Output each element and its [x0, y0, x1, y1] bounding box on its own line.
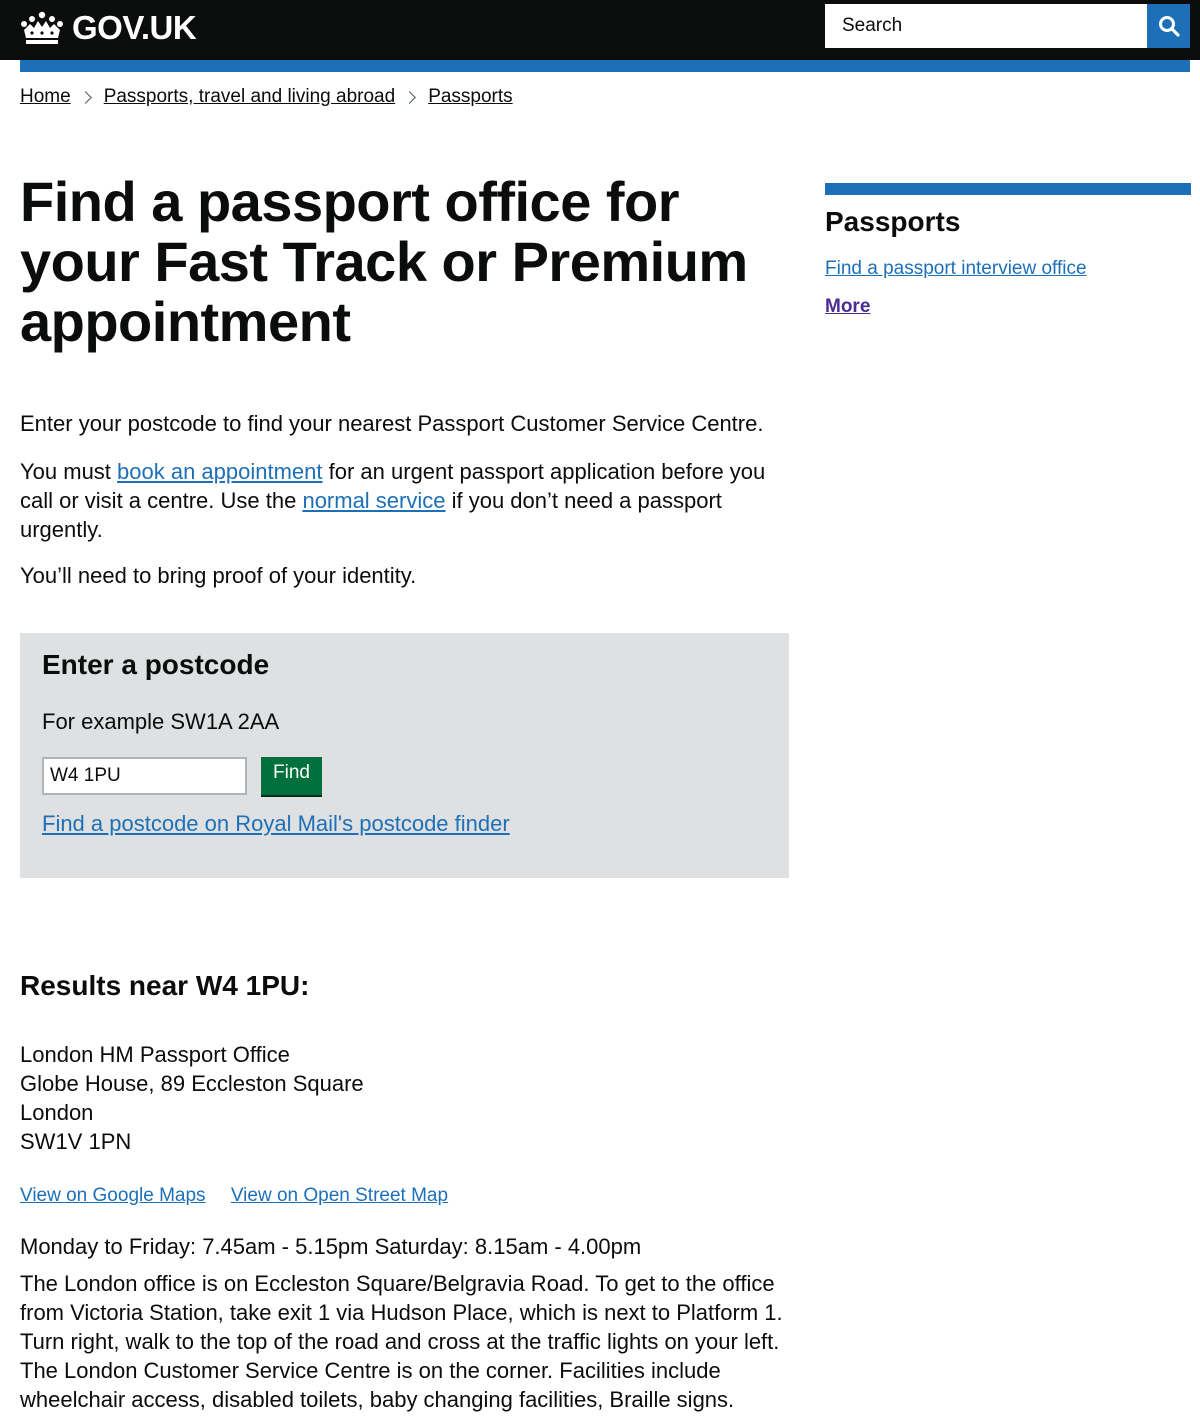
breadcrumb-passports-travel[interactable]: Passports, travel and living abroad: [103, 86, 396, 107]
breadcrumb-home[interactable]: Home: [20, 86, 71, 107]
sidebar-blue-bar: [825, 183, 1191, 195]
office-hours: Monday to Friday: 7.45am - 5.15pm Saturday: 8.15am - 4.00pm: [20, 1234, 642, 1259]
results-heading: Results near W4 1PU:: [20, 970, 310, 1001]
para2-middle: for an urgent passport application before you call or visit a centre. Use the: [20, 459, 766, 513]
identity-text: You’ll need to bring proof of your identity.: [20, 563, 417, 588]
search-form: [825, 4, 1190, 48]
header-blue-bar: [20, 60, 1190, 72]
chevron-right-icon: [403, 91, 416, 104]
find-button[interactable]: Find: [261, 757, 322, 795]
logo-text: GOV.UK: [72, 9, 197, 46]
sidebar-title: Passports: [825, 206, 961, 237]
office-address-line1: Globe House, 89 Eccleston Square: [20, 1071, 364, 1096]
office-address: [20, 1040, 364, 1156]
sidebar-more-link[interactable]: More: [825, 296, 871, 317]
crown-icon: [20, 10, 64, 46]
postcode-input[interactable]: [42, 757, 247, 795]
para2-prefix: You must: [20, 459, 118, 484]
office-city: London: [20, 1100, 94, 1125]
book-appointment-link[interactable]: book an appointment: [117, 459, 323, 484]
normal-service-link[interactable]: normal service: [302, 488, 446, 513]
postcode-hint: For example SW1A 2AA: [42, 709, 280, 734]
google-maps-link[interactable]: View on Google Maps: [20, 1185, 206, 1206]
postcode-form-panel: [20, 633, 789, 878]
search-input[interactable]: [825, 4, 1147, 48]
office-postcode: SW1V 1PN: [20, 1129, 132, 1154]
breadcrumb-passports[interactable]: Passports: [428, 86, 513, 107]
open-street-map-link[interactable]: View on Open Street Map: [230, 1185, 449, 1206]
para2-suffix: if you don’t need a passport urgently.: [20, 488, 722, 542]
govuk-logo-link[interactable]: [20, 8, 196, 48]
chevron-right-icon: [79, 91, 92, 104]
map-links: [20, 1185, 468, 1207]
page-title: Find a passport office for your Fast Track or Premium appointment: [20, 170, 748, 353]
intro-text: Enter your postcode to find your nearest Passport Customer Service Centre.: [20, 411, 764, 436]
site-header: [0, 0, 1200, 60]
search-button[interactable]: [1147, 4, 1190, 48]
appointment-paragraph: [20, 457, 800, 544]
search-icon: [1158, 15, 1180, 37]
royal-mail-postcode-finder-link[interactable]: Find a postcode on Royal Mail's postcode finder: [42, 811, 510, 836]
postcode-heading: Enter a postcode: [42, 649, 270, 680]
office-directions: The London office is on Eccleston Square/Belgravia Road. To get to the office from Victoria Station, take exit 1 via Hudson Place, which is next to Platform 1. Turn right, walk to the top of the road and cross at the traffic lights on your left. The London Customer Service Centre is on the corner. Facilities include wheelchair access, disabled toilets, baby changing facilities, Braille signs.: [20, 1271, 783, 1412]
sidebar-interview-office-link[interactable]: Find a passport interview office: [825, 258, 1087, 279]
breadcrumb: [20, 86, 513, 108]
office-name: London HM Passport Office: [20, 1042, 290, 1067]
